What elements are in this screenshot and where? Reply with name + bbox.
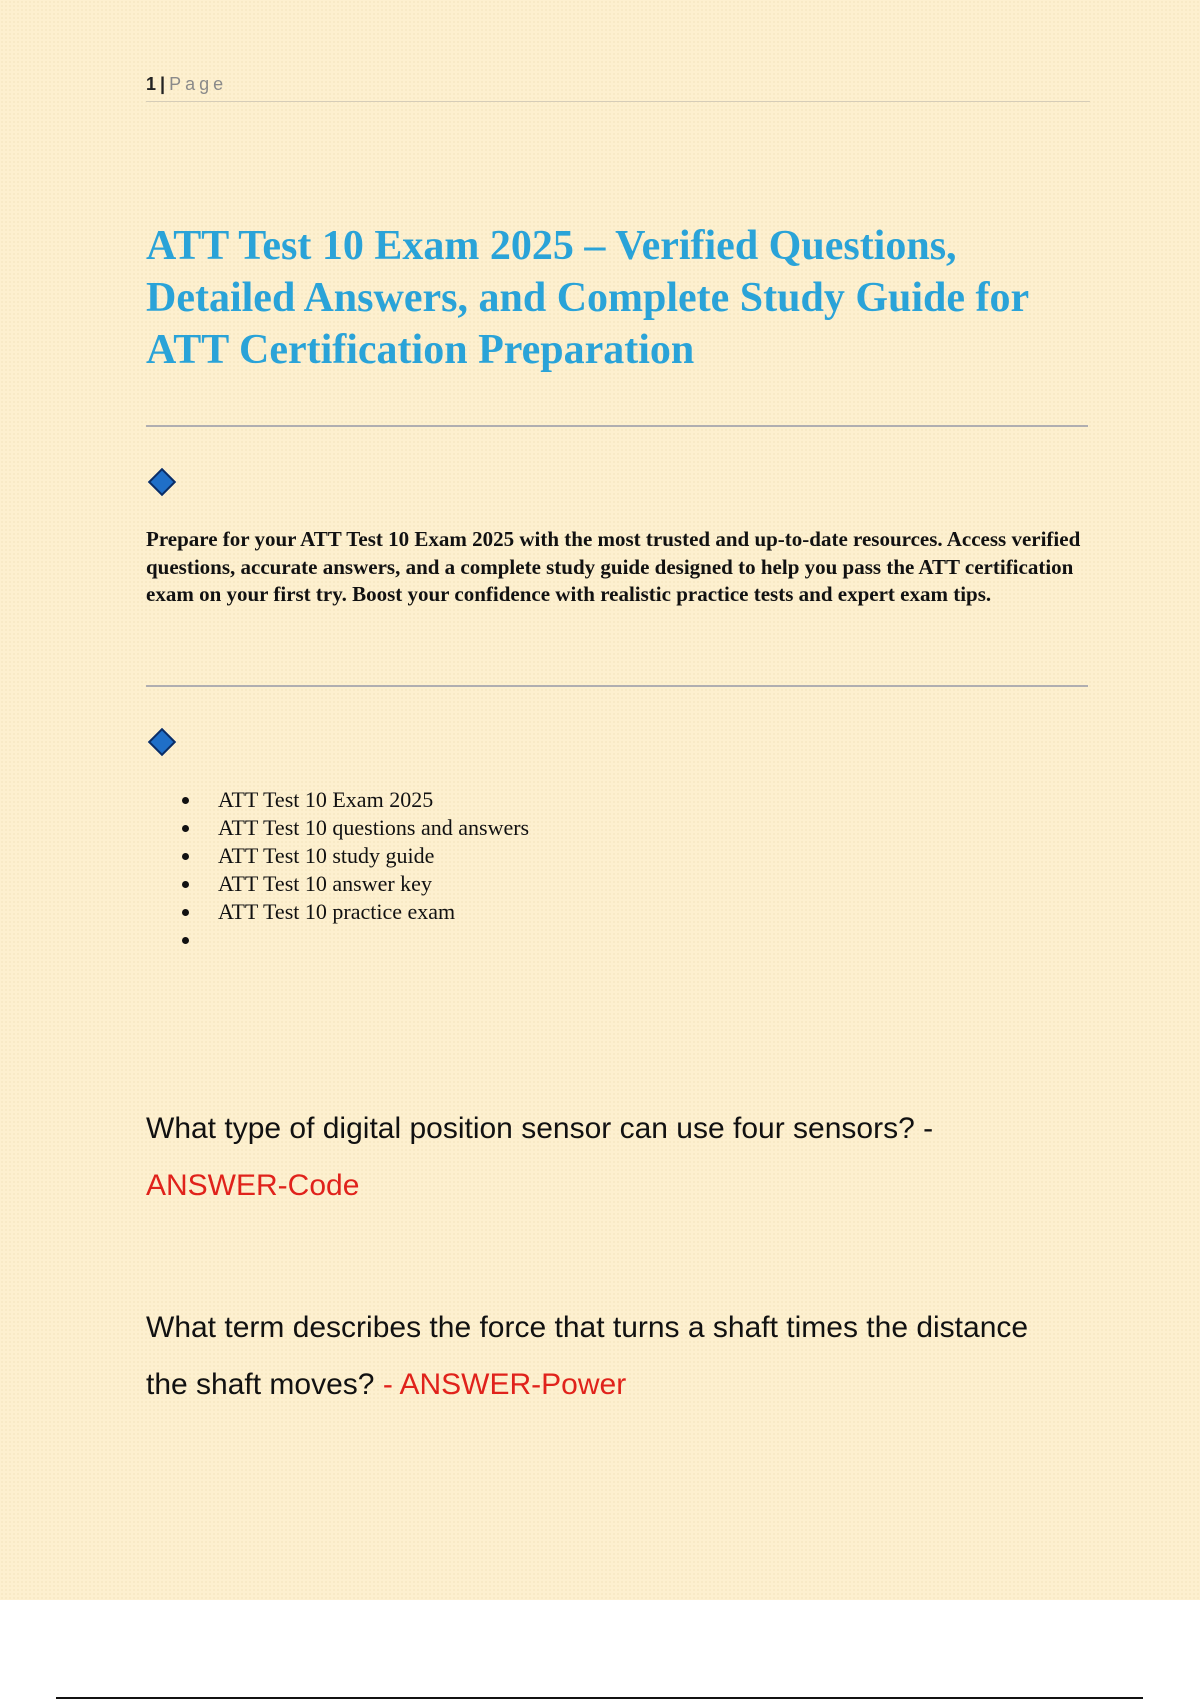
document-title: ATT Test 10 Exam 2025 – Verified Questions, Detailed Answers, and Complete Study Guide for ATT Certification Preparation [146, 223, 1029, 373]
list-item [182, 842, 529, 870]
list-item-text: ATT Test 10 questions and answers [218, 815, 530, 840]
question-text: What term describes the force that turns a shaft times the distance the shaft moves? [146, 1311, 1029, 1401]
qa-item-1 [146, 1100, 1046, 1214]
list-item-text: ATT Test 10 study guide [218, 843, 435, 868]
keyword-list [182, 786, 529, 954]
page-number: 1 [146, 74, 157, 94]
bullet-icon [182, 909, 189, 916]
bullet-icon [182, 937, 189, 944]
list-item-text: ATT Test 10 practice exam [218, 899, 456, 924]
page-label: Page [169, 74, 228, 94]
divider-middle [146, 685, 1088, 687]
diamond-icon [148, 728, 176, 756]
answer-text: - ANSWER-Power [382, 1368, 627, 1401]
list-item-text: ATT Test 10 Exam 2025 [218, 787, 434, 812]
list-item [182, 786, 529, 814]
list-item-text: ATT Test 10 answer key [218, 871, 432, 896]
page-header [146, 74, 1090, 102]
question-text: What type of digital position sensor can use four sensors? - [146, 1112, 934, 1145]
footer-rule [56, 1697, 1143, 1699]
bullet-icon [182, 825, 189, 832]
list-item [182, 926, 529, 954]
bullet-icon [182, 797, 189, 804]
list-item [182, 898, 529, 926]
bullet-icon [182, 881, 189, 888]
diamond-icon [148, 468, 176, 496]
header-separator: | [160, 74, 166, 94]
list-item [182, 814, 529, 842]
bullet-icon [182, 853, 189, 860]
list-item [182, 870, 529, 898]
divider-top [146, 425, 1088, 427]
intro-paragraph: Prepare for your ATT Test 10 Exam 2025 with the most trusted and up-to-date resources. Access verified questions, accurate answers, and a complete study guide designed to help you pass the ATT certification exam on your first try. Boost your confidence with realistic practice tests and expert exam tips. [146, 527, 1081, 606]
qa-item-2 [146, 1299, 1046, 1413]
answer-text: ANSWER-Code [146, 1169, 360, 1202]
